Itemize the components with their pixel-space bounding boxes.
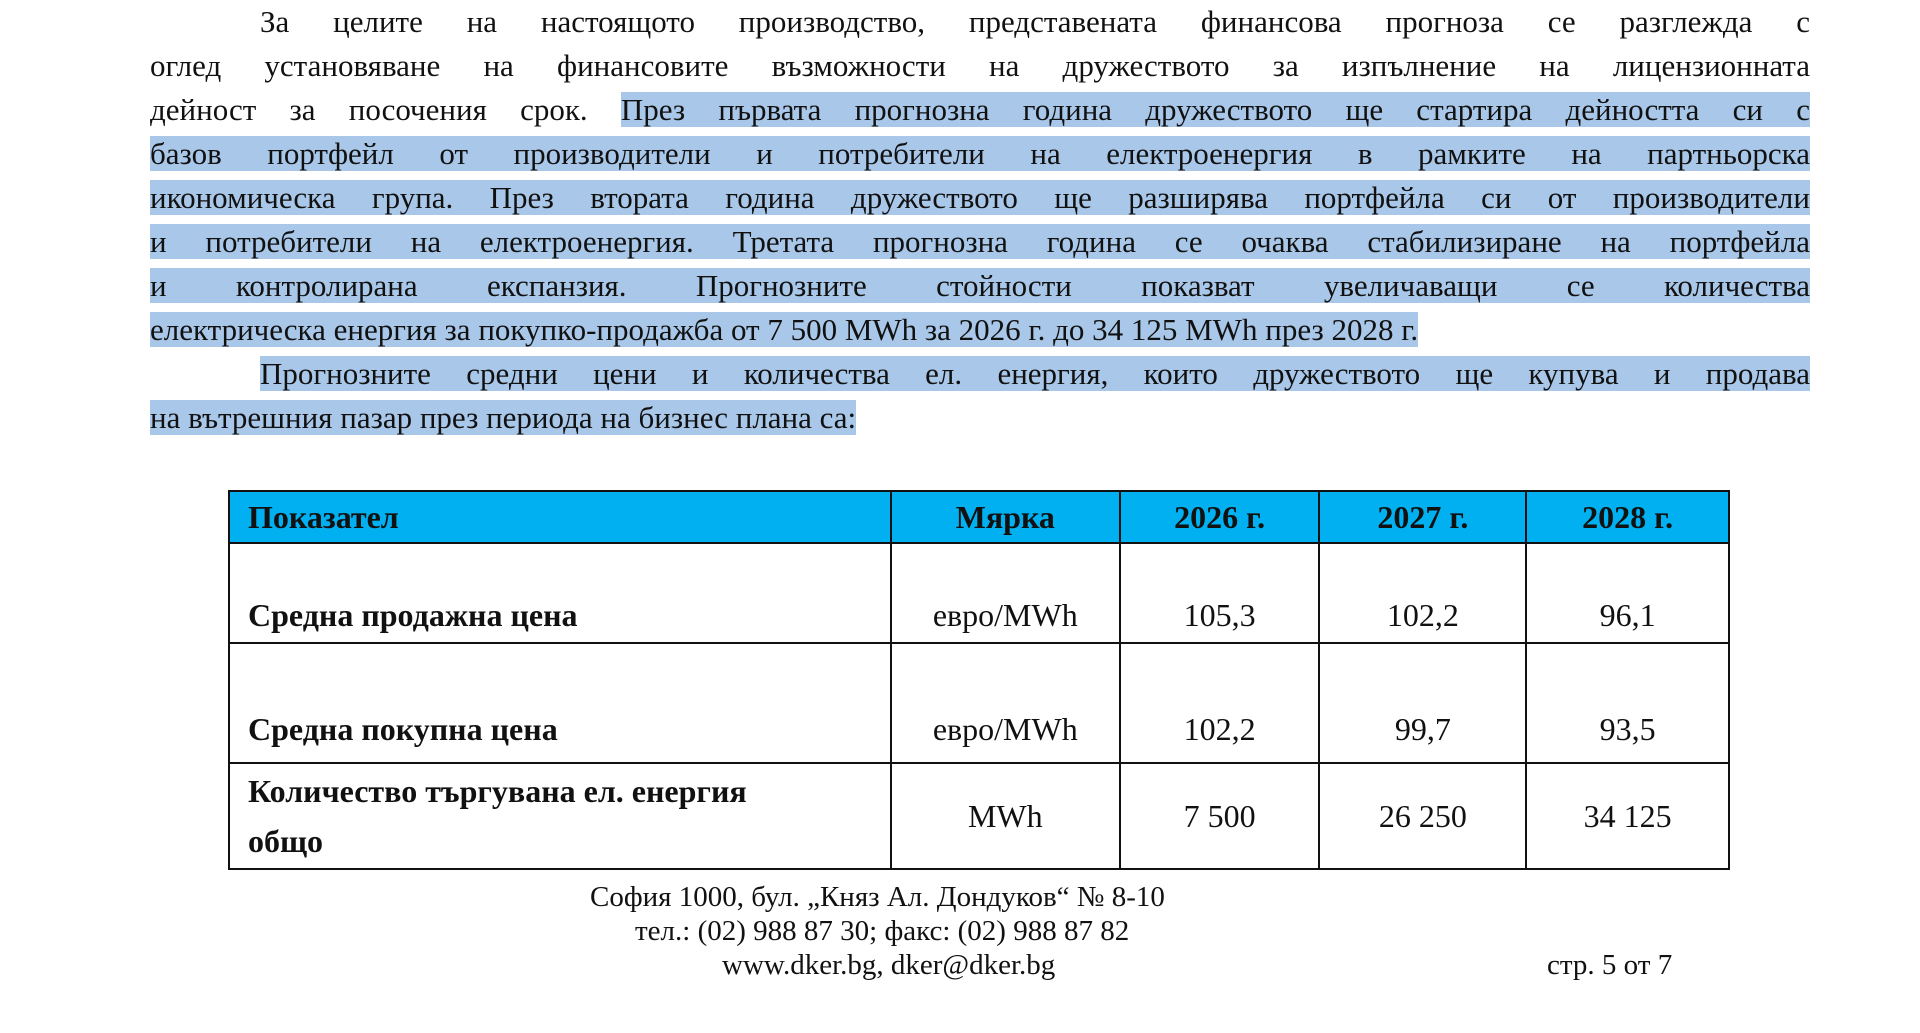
cell-2027: 26 250 xyxy=(1319,763,1526,869)
footer-address: София 1000, бул. „Княз Ал. Дондуков“ № 8-10 xyxy=(590,881,1165,913)
selected-text[interactable]: икономическа група. През втората година дружеството ще разширява портфейла си от производители xyxy=(150,180,1810,215)
row-label: Средна покупна цена xyxy=(229,643,891,763)
paragraph-1-line-2: оглед установяване на финансовите възможности на дружеството за изпълнение на лицензионната xyxy=(150,48,1810,83)
selected-text[interactable]: Прогнозните средни цени и количества ел. енергия, които дружеството ще купува и продава xyxy=(260,356,1810,391)
header-unit: Мярка xyxy=(891,491,1120,543)
selected-text[interactable]: базов портфейл от производители и потребители на електроенергия в рамките на партньорска xyxy=(150,136,1810,171)
row-unit: евро/MWh xyxy=(891,643,1120,763)
paragraph-1-line-6 xyxy=(150,220,1810,264)
cell-2027: 99,7 xyxy=(1319,643,1526,763)
header-2028: 2028 г. xyxy=(1526,491,1729,543)
cell-2026: 7 500 xyxy=(1120,763,1320,869)
header-2026: 2026 г. xyxy=(1120,491,1320,543)
cell-2026: 102,2 xyxy=(1120,643,1320,763)
row-label: Средна продажна цена xyxy=(229,543,891,643)
forecast-table xyxy=(228,490,1730,870)
cell-2028: 93,5 xyxy=(1526,643,1729,763)
paragraph-1-line-1: За целите на настоящото производство, представената финансова прогноза се разглежда с xyxy=(260,4,1810,39)
cell-2028: 96,1 xyxy=(1526,543,1729,643)
body-text xyxy=(150,0,1810,440)
paragraph-1-line-3-plain: дейност за посочения срок. xyxy=(150,92,588,127)
row-label-line-2: общо xyxy=(248,823,324,859)
header-2027: 2027 г. xyxy=(1319,491,1526,543)
paragraph-1-line-4 xyxy=(150,132,1810,176)
selected-text[interactable]: През първата прогнозна година дружеството ще стартира дейността си с xyxy=(620,92,1810,127)
footer-web: www.dker.bg, dker@dker.bg xyxy=(722,949,1056,981)
row-label xyxy=(229,763,891,869)
paragraph-1-line-5 xyxy=(150,176,1810,220)
paragraph-1-line-3 xyxy=(150,88,1810,132)
selected-text[interactable]: електрическа енергия за покупко-продажба от 7 500 MWh за 2026 г. до 34 125 MWh през 2028 г. xyxy=(150,312,1419,347)
paragraph-2-line-2 xyxy=(150,396,1810,440)
paragraph-1-line-8 xyxy=(150,308,1810,352)
row-unit: MWh xyxy=(891,763,1120,869)
table-row xyxy=(229,643,1729,763)
selected-text[interactable]: и потребители на електроенергия. Третата прогнозна година се очаква стабилизиране на портфейла xyxy=(150,224,1810,259)
row-unit: евро/MWh xyxy=(891,543,1120,643)
selected-text[interactable]: на вътрешния пазар през периода на бизнес плана са: xyxy=(150,400,857,435)
paragraph-2-line-1 xyxy=(150,352,1810,396)
table-row xyxy=(229,763,1729,869)
row-label-line-1: Количество търгувана ел. енергия xyxy=(248,773,747,809)
cell-2028: 34 125 xyxy=(1526,763,1729,869)
page-number: стр. 5 от 7 xyxy=(1547,949,1673,981)
cell-2027: 102,2 xyxy=(1319,543,1526,643)
selected-text[interactable]: и контролирана експанзия. Прогнозните стойности показват увеличаващи се количества xyxy=(150,268,1810,303)
header-indicator: Показател xyxy=(229,491,891,543)
cell-2026: 105,3 xyxy=(1120,543,1320,643)
footer-phone: тел.: (02) 988 87 30; факс: (02) 988 87 82 xyxy=(635,915,1130,947)
table-header-row xyxy=(229,491,1729,543)
table-row xyxy=(229,543,1729,643)
paragraph-1-line-7 xyxy=(150,264,1810,308)
